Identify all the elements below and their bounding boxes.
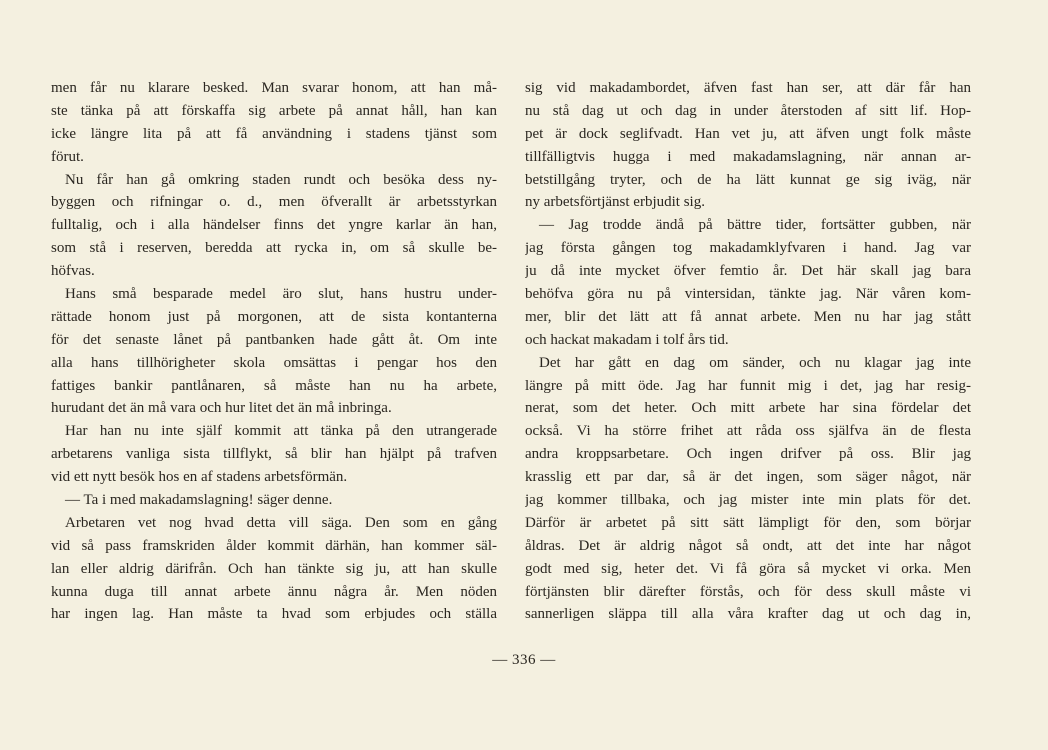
right-text-column: [525, 77, 971, 626]
text-line: fulltalig, och i alla händelser finns det yngre karlar än han,: [51, 217, 497, 234]
text-line: har ingen lag. Han måste ta hvad som erbjudes och ställa: [51, 606, 497, 623]
text-line: åldras. Det är aldrig något så ondt, att det inte har något: [525, 537, 971, 554]
text-line: också. Vi ha större frihet att råda oss själfva än de flesta: [525, 423, 971, 440]
text-line: Har han nu inte själf kommit att tänka på den utrangerade: [65, 423, 497, 440]
text-line: behöfva göra nu på vintersidan, tänkte jag. När våren kom-: [525, 286, 971, 303]
text-line: Hans små besparade medel äro slut, hans hustru under-: [65, 286, 497, 303]
text-line: sig vid makadambordet, äfven fast han ser, att där får han: [525, 80, 971, 96]
text-line: betstillgång tryter, och de ha lätt kunnat ge sig iväg, när: [525, 171, 971, 188]
text-line: ste tänka på att förskaffa sig arbete på annat håll, han kan: [51, 102, 497, 119]
text-line: Därför är arbetet på sitt sätt lämpligt för den, som börjar: [525, 514, 971, 531]
text-line: jag kommer tillbaka, och jag mister inte min plats för det.: [525, 492, 971, 509]
text-line: Nu får han gå omkring staden rundt och besöka dess ny-: [65, 171, 497, 188]
text-line: för det senaste lånet på pantbanken hade gått åt. Om inte: [51, 331, 497, 348]
text-line: — Jag trodde ändå på bättre tider, fortsätter gubben, när: [539, 217, 971, 234]
text-line: lan eller aldrig därifrån. Och han tänkte sig ju, att han skulle: [51, 560, 497, 577]
text-line: fattiges bankir pantlånaren, så måste han nu ha arbete,: [51, 377, 497, 394]
text-line: ny arbetsförtjänst erbjudit sig.: [525, 194, 705, 211]
text-line: som stå i reserven, beredda att rycka in, om så skulle be-: [51, 240, 497, 257]
text-line: krasslig ett par dar, så är det ingen, som säger något, när: [525, 469, 971, 486]
text-line: men får nu klarare besked. Man svarar honom, att han må-: [51, 80, 497, 96]
text-line: icke längre lita på att få användning i stadens tjänst som: [51, 125, 497, 142]
text-line: mer, blir det lätt att få annat arbete. Men nu har jag stått: [525, 308, 971, 325]
text-line: alla hans tillhörigheter skola omsättas i pengar hos den: [51, 354, 497, 371]
text-line: kunna duga till annat arbete ännu några år. Men nöden: [51, 583, 497, 600]
text-line: och hackat makadam i tolf års tid.: [525, 331, 729, 348]
text-line: vid så pass framskriden ålder kommit därhän, han kommer säl-: [51, 537, 497, 554]
text-line: förut.: [51, 148, 84, 165]
text-line: byggen och rifningar o. d., men öfverallt är arbetsstyrkan: [51, 194, 497, 211]
text-line: arbetarens vanliga sista tillflykt, så blir han hjälpt på trafven: [51, 446, 497, 463]
text-line: jag första gången tog makadamklyfvaren i hand. Jag var: [525, 240, 971, 257]
text-line: nerat, som det heter. Och mitt arbete har sina fördelar det: [525, 400, 971, 417]
text-line: förtjänsten blir därefter förstås, och för dess skull måste vi: [525, 583, 971, 600]
text-line: längre på mitt öde. Jag har funnit mig i det, jag har resig-: [525, 377, 971, 394]
page-number: — 336 —: [492, 652, 556, 668]
text-line: godt med sig, heter det. Vi få göra så mycket vi orka. Men: [525, 560, 971, 577]
text-line: pet är dock seglifvadt. Han vet ju, att äfven ungt folk måste: [525, 125, 971, 142]
text-line: sannerligen släppa till alla våra krafter dag ut och dag in,: [525, 606, 971, 623]
text-line: hurudant det än må vara och hur litet det än må inbringa.: [51, 400, 392, 417]
text-line: höfvas.: [51, 263, 95, 280]
left-text-column: [51, 77, 497, 626]
text-line: ju då inte mycket öfver femtio år. Det här skall jag bara: [525, 263, 971, 280]
text-line: tillfälligtvis hugga i med makadamslagning, när annan ar-: [525, 148, 971, 165]
text-line: — Ta i med makadamslagning! säger denne.: [65, 492, 333, 509]
text-line: nu stå dag ut och dag in under återstoden af sitt lif. Hop-: [525, 102, 971, 119]
text-line: Det har gått en dag om sänder, och nu klagar jag inte: [539, 354, 971, 371]
text-line: Arbetaren vet nog hvad detta vill säga. Den som en gång: [65, 514, 497, 531]
text-line: andra kroppsarbetare. Och ingen drifver på oss. Blir jag: [525, 446, 971, 463]
text-line: rättade honom just på morgonen, att de sista kontanterna: [51, 308, 497, 325]
text-line: vid ett nytt besök hos en af stadens arbetsförmän.: [51, 469, 348, 486]
